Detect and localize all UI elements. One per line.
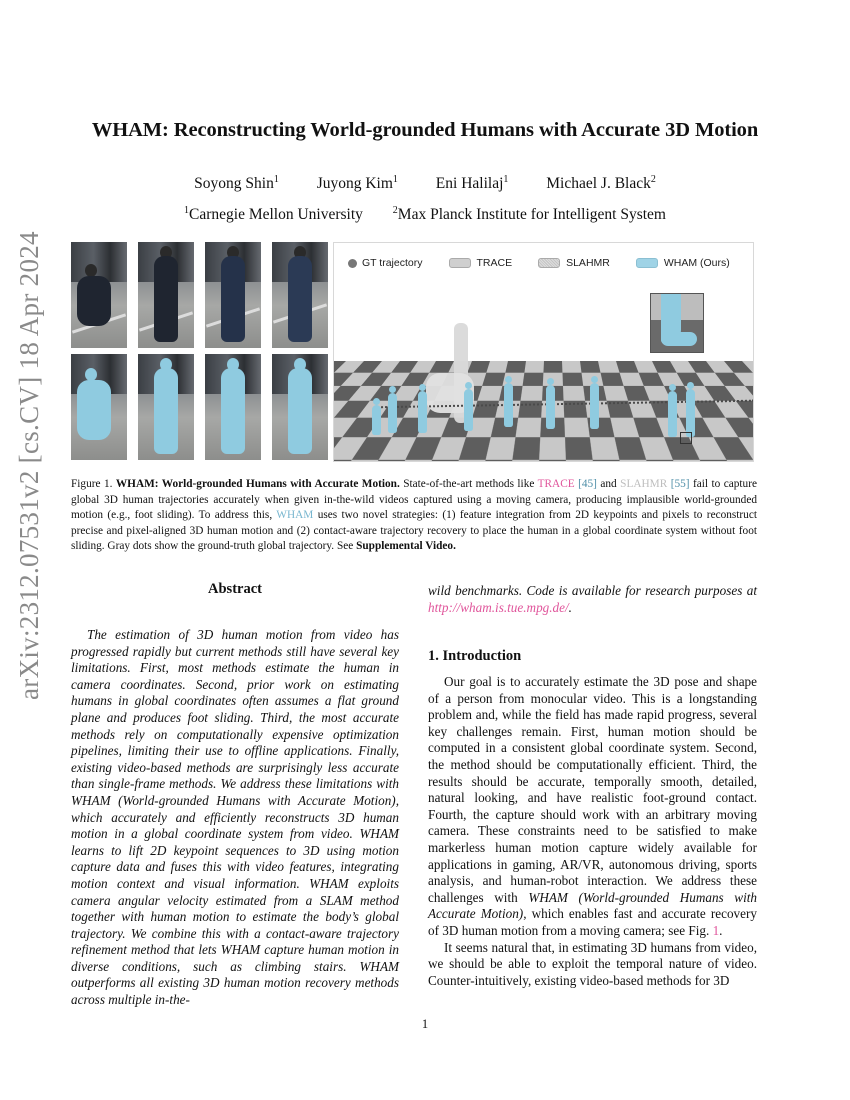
figure-1	[71, 242, 754, 462]
abstract-body: The estimation of 3D human motion from video has progressed rapidly but current methods still have several key limitations. First, most methods estimate the human in camera coordinates. Second, prior work on estimating humans in global coordinates often assumes a flat ground plane and produces foot sliding. Third, the most accurate methods rely on computationally expensive optimization pipelines, limiting their use to offline applications. Finally, existing video-based methods are surprisingly less accurate than single-frame methods. We address these limitations with WHAM (World-grounded Humans with Accurate Motion), which accurately and efficiently reconstructs 3D human motion in a global coordinate system from video. WHAM learns to lift 2D keypoint sequences to 3D using motion capture data and fuses this with video features, integrating motion context and visual information. WHAM exploits camera angular velocity estimated from a SLAM method together with human motion to estimate the body’s global trajectory. We combine this with a contact-aware trajectory refinement method that lets WHAM capture human motion in diverse conditions, such as climbing stairs. WHAM outperforms all existing 3D human motion recovery methods across multiple in-the-	[71, 627, 399, 1008]
affiliation: $^1$Carnegie Mellon University	[184, 205, 363, 223]
wham-mesh	[464, 389, 473, 431]
input-video-frame	[138, 242, 194, 348]
mesh-overlay-frame	[138, 354, 194, 460]
abstract-continuation: wild benchmarks. Code is available for research purposes at http://wham.is.tue.mpg.de/.	[428, 583, 757, 615]
slahmr-link[interactable]: SLAHMR	[620, 478, 668, 490]
wham-mesh	[590, 383, 599, 429]
trace-swatch-icon	[449, 258, 471, 268]
figure-legend	[348, 257, 730, 269]
mesh-overlay-frame	[205, 354, 261, 460]
wham-mesh	[388, 393, 397, 433]
project-url-link[interactable]: http://wham.is.tue.mpg.de/	[428, 599, 569, 615]
affiliation-list	[0, 205, 850, 224]
wham-mesh	[546, 385, 555, 429]
legend-gt-trajectory: GT trajectory	[348, 257, 423, 269]
introduction-body	[428, 674, 757, 989]
input-video-frame	[272, 242, 328, 348]
introduction-heading: 1. Introduction	[428, 648, 522, 664]
wham-mesh	[504, 383, 513, 427]
abstract-heading: Abstract	[208, 581, 262, 597]
citation-link[interactable]: [55]	[670, 478, 690, 490]
figure-ref-link[interactable]: 1	[712, 922, 720, 938]
author-list	[0, 174, 850, 193]
paper-title: WHAM: Reconstructing World-grounded Humans with Accurate 3D Motion	[91, 119, 759, 141]
legend-wham: WHAM (Ours)	[636, 257, 730, 269]
page-number: 1	[421, 1017, 429, 1031]
wham-mesh	[686, 389, 695, 437]
arxiv-identifier-stamp: arXiv:2312.07531v2 [cs.CV] 18 Apr 2024	[14, 231, 44, 700]
slahmr-swatch-icon	[538, 258, 560, 268]
wham-link[interactable]: WHAM	[276, 509, 314, 521]
author: Eni Halilaj$^1$	[435, 174, 509, 192]
affiliation: $^2$Max Planck Institute for Intelligent System	[392, 205, 666, 223]
mesh-overlay-frame	[272, 354, 328, 460]
wham-swatch-icon	[636, 258, 658, 268]
wham-mesh	[372, 405, 381, 435]
gt-dot-icon	[348, 259, 357, 268]
intro-paragraph: It seems natural that, in estimating 3D humans from video, we should be able to exploit the temporal nature of video. Counter-intuitively, existing video-based methods for 3D	[428, 939, 757, 988]
figure-caption: Figure 1. WHAM: World-grounded Humans with Accurate Motion. State-of-the-art methods like TRACE [45] and SLAHMR [55] fail to capture global 3D human trajectories accurately when given in-the-wild videos captured using a moving camera, producing implausible world-grounded motion (e.g., foot sliding). To address this, WHAM uses two novel strategies: (1) feature integration from 2D keypoints and pixels to reconstruct precise and pixel-aligned 3D human motion and (2) contact-aware trajectory recovery to place the human in a global coordinate system without foot sliding. Gray dots show the ground-truth global trajectory. See Supplemental Video.	[71, 478, 757, 552]
foot-contact-zoom-inset	[650, 293, 704, 353]
citation-link[interactable]: [45]	[578, 478, 597, 490]
author: Juyong Kim$^1$	[316, 174, 398, 192]
input-video-frame	[205, 242, 261, 348]
trace-link[interactable]: TRACE	[537, 478, 575, 490]
legend-trace: TRACE	[449, 257, 513, 269]
wham-mesh	[668, 391, 677, 437]
author: Soyong Shin$^1$	[194, 174, 279, 192]
legend-slahmr: SLAHMR	[538, 257, 610, 269]
input-video-frame	[71, 242, 127, 348]
intro-paragraph: Our goal is to accurately estimate the 3D pose and shape of a person from monocular video. This is a longstanding problem and, while the field has made rapid progress, several key challenges remain. First, human motion should be computed in a consistent global coordinate system. Second, the method should be computationally efficient. Third, the results should be accurate, temporally smooth, detailed, natural looking, and have realistic foot-ground contact. Fourth, the capture should work with an arbitrary moving camera. These constraints need to be satisfied to make markerless human motion capture widely available for applications in gaming, AR/VR, autonomous driving, sports analysis, and human-robot interaction. We address these challenges with WHAM (World-grounded Humans with Accurate Motion), which enables fast and accurate recovery of 3D human motion from a moving camera; see Fig. 1.	[428, 674, 758, 938]
wham-mesh	[418, 391, 427, 433]
foot-contact-highlight-box	[680, 432, 692, 444]
world-trajectory-render	[333, 242, 754, 462]
mesh-overlay-frame	[71, 354, 127, 460]
author: Michael J. Black$^2$	[546, 174, 656, 192]
